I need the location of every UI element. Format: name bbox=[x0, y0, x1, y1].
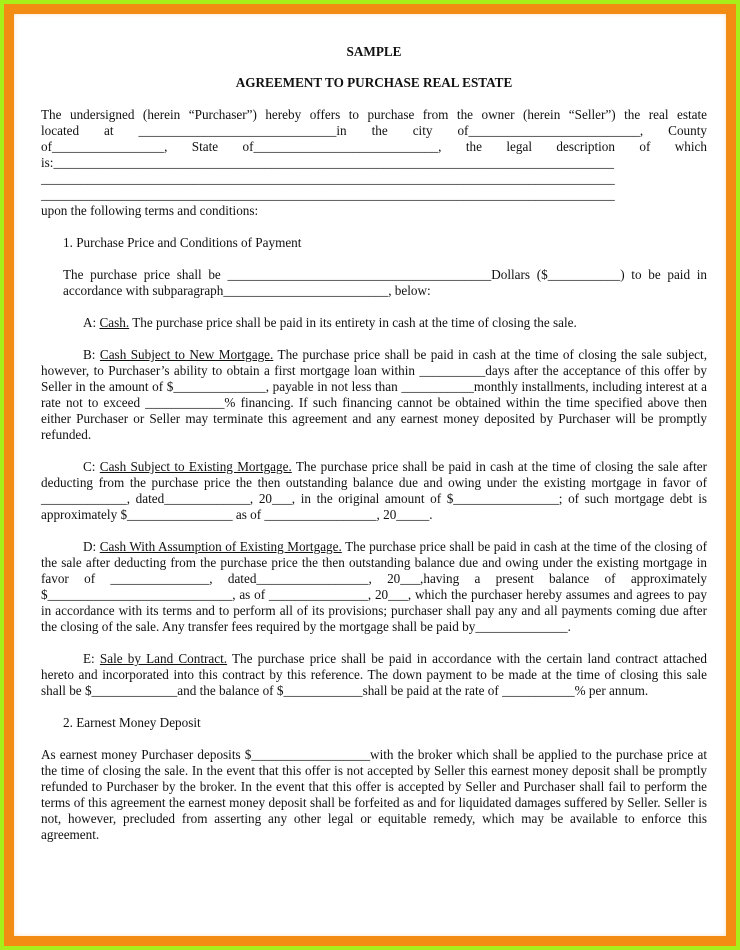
legal-description-blank: is:_____________________________________________________________________________________ bbox=[41, 155, 614, 170]
clause-label: E: bbox=[83, 651, 100, 666]
document-title: SAMPLE bbox=[346, 44, 402, 59]
clause-d bbox=[41, 539, 707, 635]
clause-label: A: bbox=[83, 315, 100, 330]
document-subtitle: AGREEMENT TO PURCHASE REAL ESTATE bbox=[235, 75, 513, 90]
document-page bbox=[14, 14, 726, 936]
clause-label: B: bbox=[83, 347, 100, 362]
clause-label: D: bbox=[83, 539, 100, 554]
clause-title: Sale by Land Contract. bbox=[99, 651, 228, 666]
clause-c bbox=[41, 459, 707, 523]
clause-title: Cash With Assumption of Existing Mortgage. bbox=[99, 539, 342, 554]
intro-line: of_________________, State of____________________________, the legal description of which bbox=[41, 139, 707, 154]
clause-a bbox=[41, 315, 707, 331]
clause-label: C: bbox=[83, 459, 100, 474]
section-heading: 2. Earnest Money Deposit bbox=[63, 715, 201, 730]
section-heading: 1. Purchase Price and Conditions of Payment bbox=[63, 235, 302, 250]
intro-line: The undersigned (herein “Purchaser”) hereby offers to purchase from the owner (herein “Seller”) the real estate bbox=[41, 107, 707, 122]
clause-text: The purchase price shall be paid in its entirety in cash at the time of closing the sale. bbox=[129, 315, 577, 330]
clause-text: The purchase price shall be paid in cash at the time of the closing of the sale after deducting from the purchase price the then outstanding balance due and owing under the existing mortgage in favor of _______________, dated_________________, 20___,having a present balance of approximately $____________________________, as of _______________, 20___, which the purchaser hereby assumes and agrees to pay in accordance with its terms and to perform all of its provisions; purchaser shall pay any and all payments coming due after the closing of the sale. Any transfer fees required by the mortgage shall be paid by______________. bbox=[41, 539, 707, 634]
legal-description-blank: _______________________________________________________________________________________ bbox=[41, 187, 615, 202]
intro-paragraph bbox=[41, 107, 707, 219]
purchase-price-paragraph: The purchase price shall be ________________________________________Dollars ($___________) to be paid in accordance with subparagraph_________________________, below: bbox=[63, 267, 707, 298]
clause-e bbox=[41, 651, 707, 699]
agreement-document bbox=[41, 44, 707, 843]
intro-line: located at ______________________________in the city of__________________________, County bbox=[41, 123, 707, 138]
clause-title: Cash. bbox=[99, 315, 130, 330]
clause-title: Cash Subject to Existing Mortgage. bbox=[99, 459, 292, 474]
clause-text: The purchase price shall be paid in cash at the time of closing the sale after deducting from the purchase price the then outstanding balance due and owing under the existing mortgage in favor of _____________, dated_____________, 20___, in the original amount of $________________; of such mortgage debt is approximately $________________ as of _________________, 20_____. bbox=[41, 459, 707, 522]
intro-line: upon the following terms and conditions: bbox=[41, 203, 259, 218]
clause-b bbox=[41, 347, 707, 443]
clause-title: Cash Subject to New Mortgage. bbox=[99, 347, 274, 362]
clause-text: The purchase price shall be paid in accordance with the certain land contract attached hereto and incorporated into this contract by this reference. The down payment to be made at the time of closing this sale shall be $_____________and the balance of $____________shall be paid at the rate of ___________% per annum. bbox=[41, 651, 707, 698]
earnest-money-paragraph: As earnest money Purchaser deposits $__________________with the broker which shall be applied to the purchase price at the time of closing the sale. In the event that this offer is not accepted by Seller this earnest money deposit shall be promptly refunded to Purchaser by the broker. In the event that this offer is accepted by Seller and Purchaser shall fail to perform the terms of this agreement the earnest money deposit shall be forfeited as and for liquidated damages suffered by Seller. Seller is not, however, precluded from asserting any other legal or equitable remedy, which may be available to enforce this agreement. bbox=[41, 747, 707, 842]
legal-description-blank: _______________________________________________________________________________________ bbox=[41, 171, 615, 186]
clause-text: The purchase price shall be paid in cash at the time of closing the sale subject, however, to Purchaser’s ability to obtain a first mortgage loan within __________days after the acceptance of this offer by Seller in the amount of $______________, payable in not less than ___________monthly installments, including interest at a rate not to exceed ____________% financing. If such financing cannot be obtained within the time specified above then either Purchaser or Seller may terminate this agreement and any earnest money deposited by Purchaser will be promptly refunded. bbox=[41, 347, 707, 442]
